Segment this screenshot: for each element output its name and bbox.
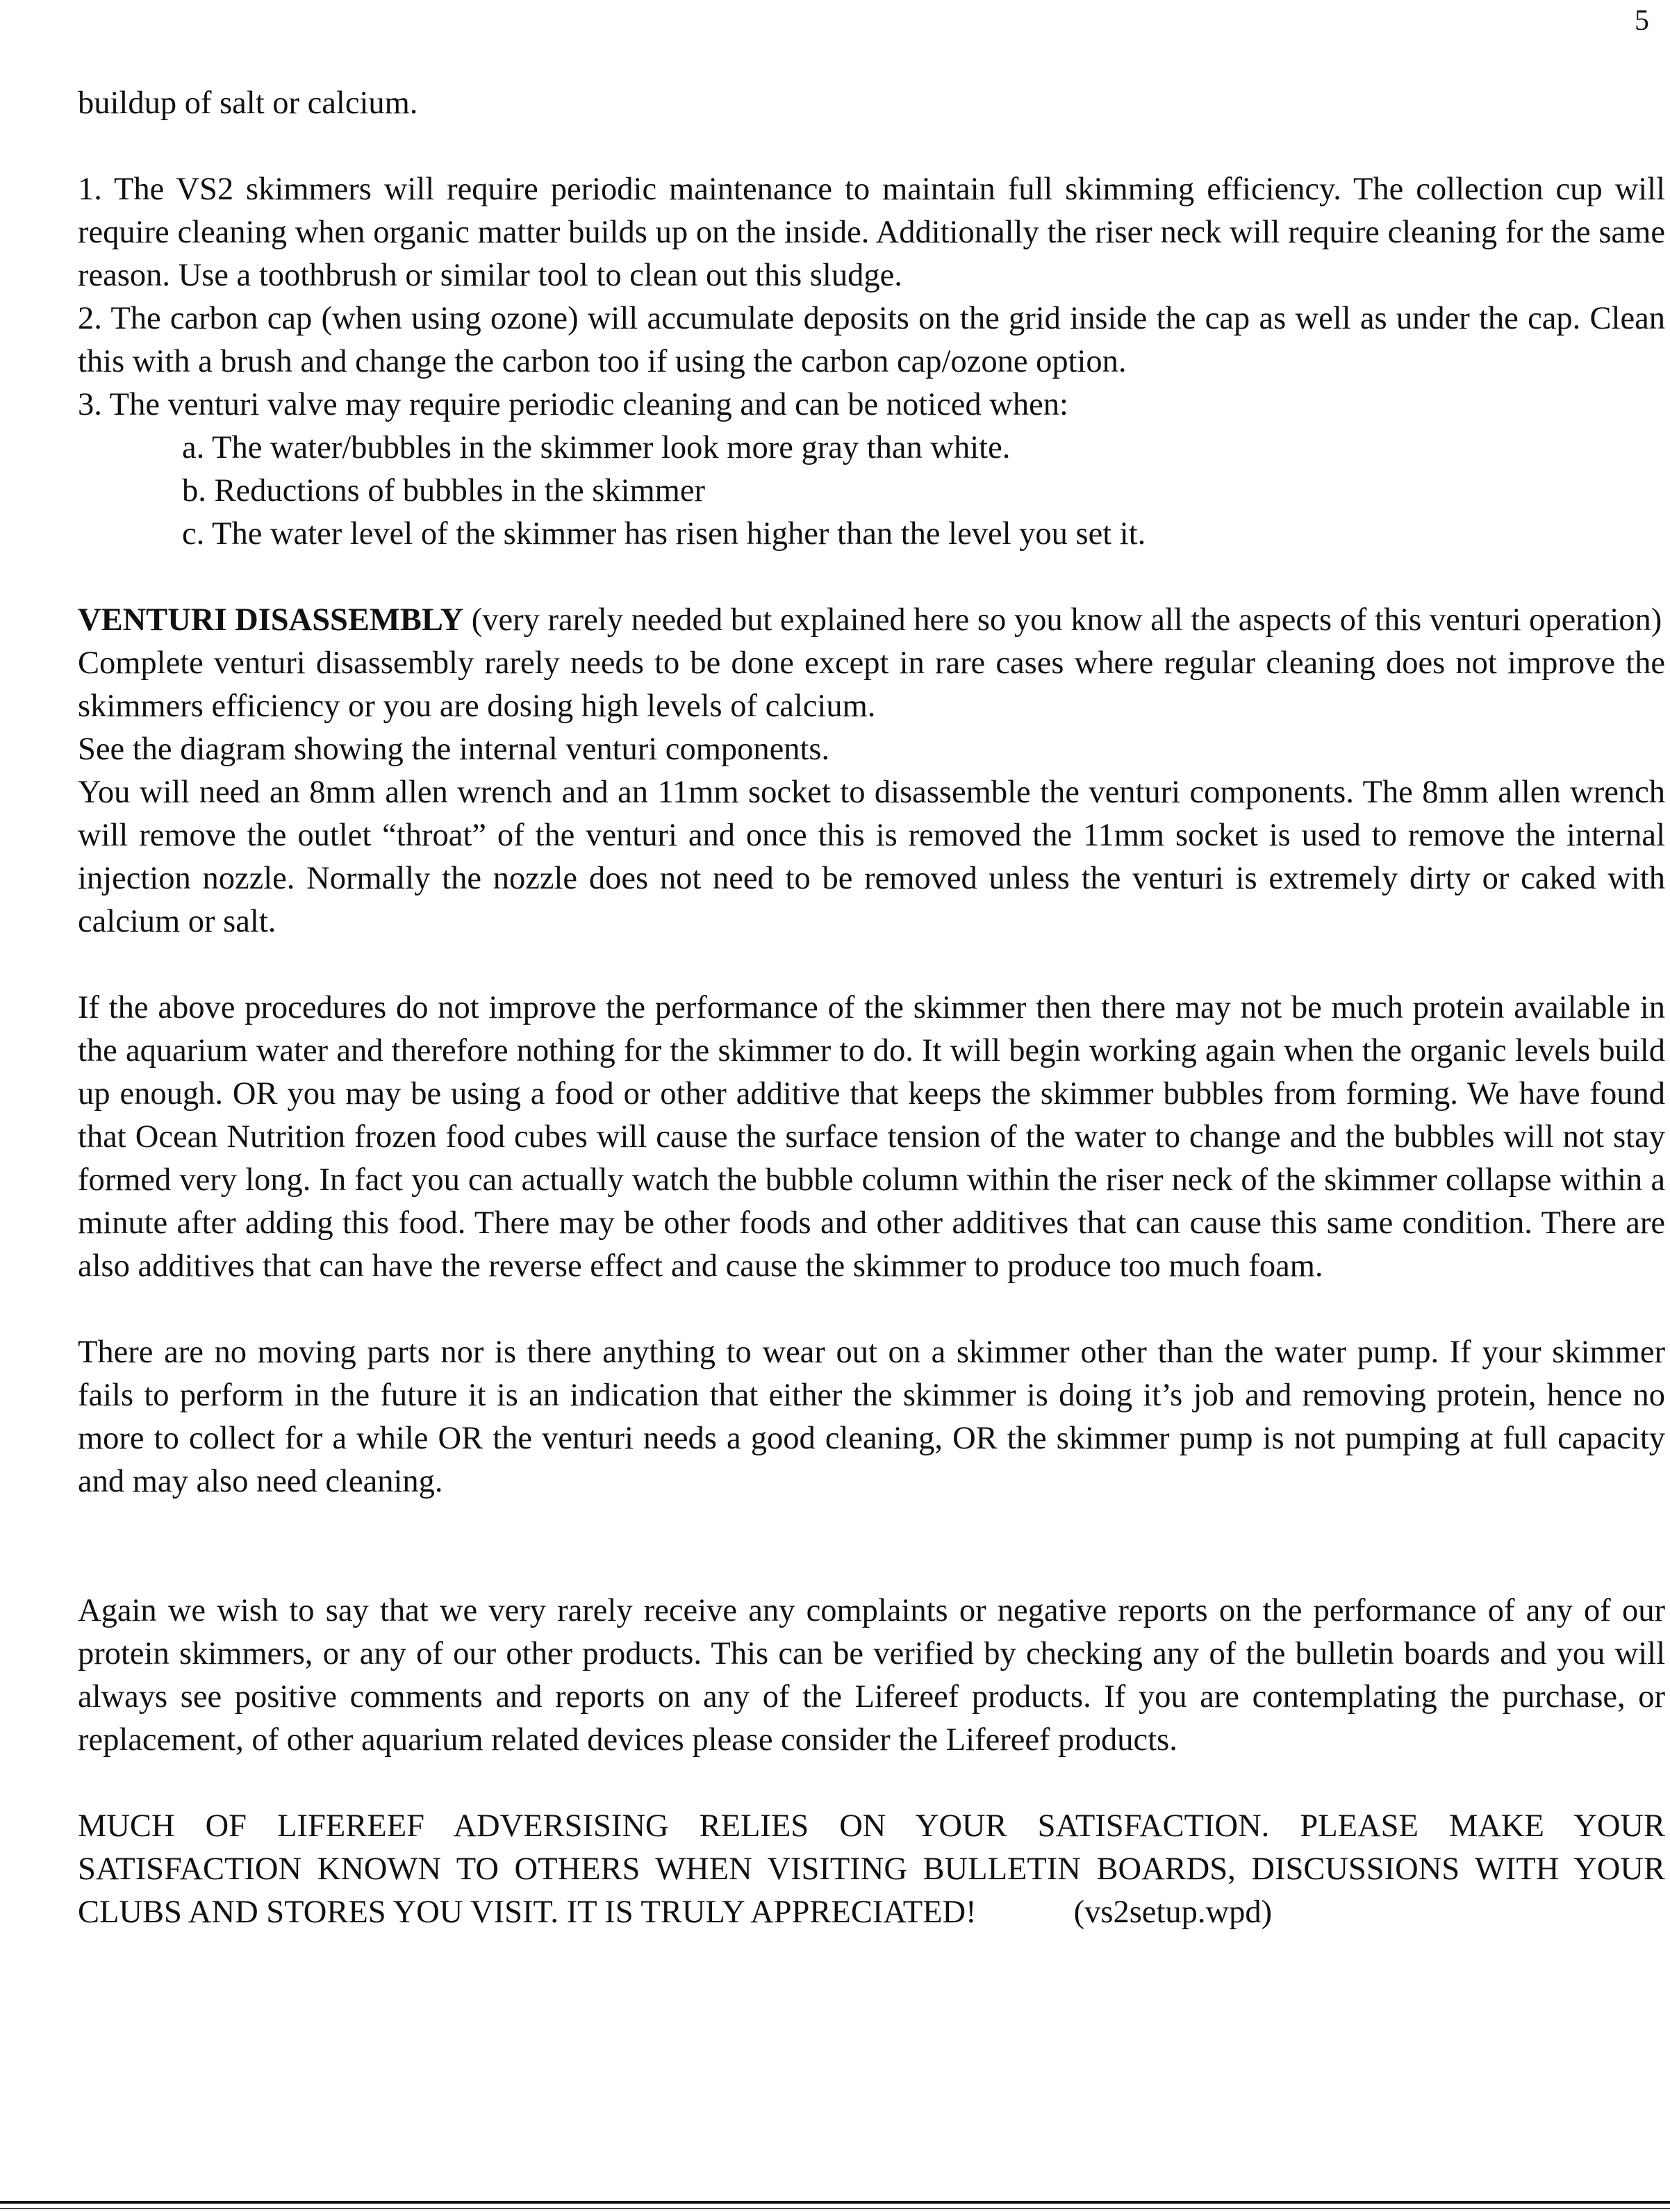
disassembly-line-3: You will need an 8mm allen wrench and an 11mm socket to disassemble the venturi components. The 8mm allen wrench will remove the outlet “throat” of the venturi and once this is removed the 11mm socket is used to remove the internal injection nozzle. Normally the nozzle does not need to be removed unless the venturi is extremely dirty or caked with calcium or salt.	[78, 775, 1665, 939]
page-number: 5	[1635, 5, 1649, 37]
closing-paragraph: Again we wish to say that we very rarely receive any complaints or negative reports on the performance of any of our protein skimmers, or any of our other products. This can be verified by checking any of the bulletin boards and you will always see positive comments and reports on any of the Lifereef products. If you are contemplating the purchase, or replacement, of other aquarium related devices please consider the Lifereef products.	[78, 1593, 1665, 1758]
maintenance-item-2: 2. The carbon cap (when using ozone) will accumulate deposits on the grid inside the cap as well as under the cap. Clean this with a brush and change the carbon too if using the carbon cap/ozone option.	[78, 301, 1665, 379]
disassembly-heading: VENTURI DISASSEMBLY	[78, 602, 464, 638]
intro-fragment: buildup of salt or calcium.	[78, 85, 418, 121]
disassembly-heading-line	[78, 599, 1665, 642]
performance-paragraph: If the above procedures do not improve the performance of the skimmer then there may not be much protein available in the aquarium water and therefore nothing for the skimmer to do. It will begin working again when the organic levels build up enough. OR you may be using a food or other additive that keeps the skimmer bubbles from forming. We have found that Ocean Nutrition frozen food cubes will cause the surface tension of the water to change and the bubbles will not stay formed very long. In fact you can actually watch the bubble column within the riser neck of the skimmer collapse within a minute after adding this food. There may be other foods and other additives that can cause this same condition. There are also additives that can have the reverse effect and cause the skimmer to produce too much foam.	[78, 990, 1665, 1284]
maintenance-item-1: 1. The VS2 skimmers will require periodic maintenance to maintain full skimming efficiency. The collection cup will require cleaning when organic matter builds up on the inside. Additionally the riser neck will require cleaning for the same reason. Use a toothbrush or similar tool to clean out this sludge.	[78, 172, 1665, 293]
appeal-text: MUCH OF LIFEREEF ADVERSISING RELIES ON YOUR SATISFACTION. PLEASE MAKE YOUR SATISFACTION KNOWN TO OTHERS WHEN VISITING BULLETIN BOARDS, DISCUSSIONS WITH YOUR CLUBS AND STORES YOU VISIT. IT IS TRULY APPRECIATED!	[78, 1808, 1665, 1930]
source-filename: (vs2setup.wpd)	[1073, 1895, 1273, 1930]
bottom-rule-thin	[0, 2208, 1670, 2209]
appeal-paragraph	[78, 1805, 1665, 1934]
venturi-sign-b: b. Reductions of bubbles in the skimmer	[182, 473, 705, 509]
venturi-sign-c: c. The water level of the skimmer has risen higher than the level you set it.	[182, 516, 1146, 552]
venturi-sign-a: a. The water/bubbles in the skimmer look more gray than white.	[182, 430, 1011, 465]
disassembly-line-2: See the diagram showing the internal venturi components.	[78, 732, 830, 767]
disassembly-line-1: Complete venturi disassembly rarely needs to be done except in rare cases where regular cleaning does not improve the skimmers efficiency or you are dosing high levels of calcium.	[78, 645, 1665, 724]
disassembly-heading-note: (very rarely needed but explained here so you know all the aspects of this venturi operation)	[463, 602, 1662, 638]
bottom-rule	[0, 2201, 1670, 2204]
document-body	[78, 82, 1665, 1934]
maintenance-item-3: 3. The venturi valve may require periodic cleaning and can be noticed when:	[78, 387, 1068, 422]
moving-parts-paragraph: There are no moving parts nor is there anything to wear out on a skimmer other than the water pump. If your skimmer fails to perform in the future it is an indication that either the skimmer is doing it’s job and removing protein, hence no more to collect for a while OR the venturi needs a good cleaning, OR the skimmer pump is not pumping at full capacity and may also need cleaning.	[78, 1335, 1665, 1499]
